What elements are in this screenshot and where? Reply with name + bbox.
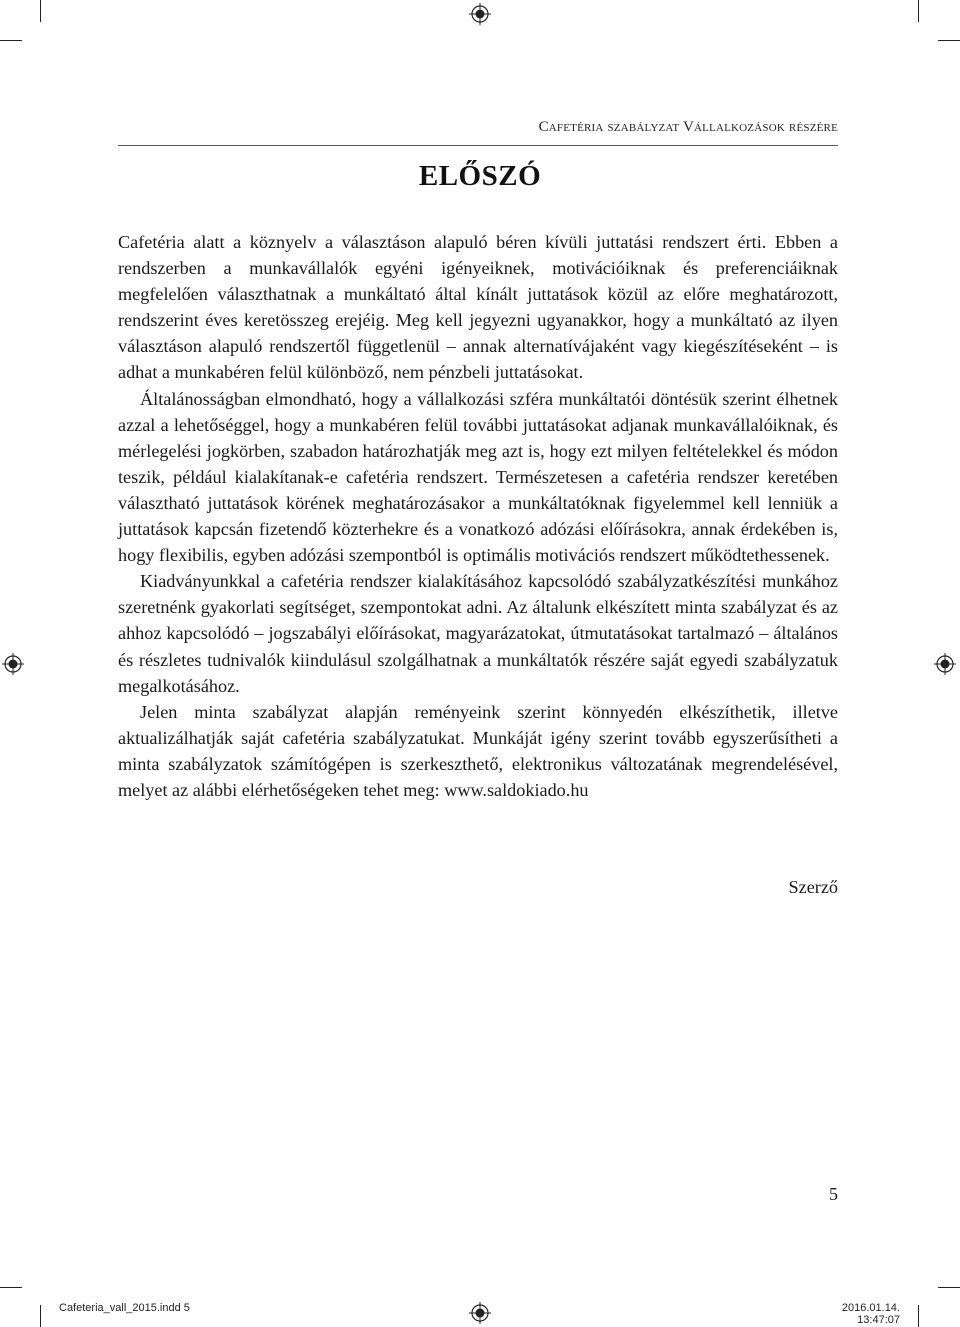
- paragraph: Kiadványunkkal a cafetéria rendszer kialakításához kapcsolódó szabályzatkészítési munkához szeretnénk gyakorlati segítséget, szempontokat adni. Az általunk elkészített minta szabályzat és az ahhoz kapcsolódó – jogszabályi előírásokat, magyarázatokat, útmutatásokat tartalmazó – általános és részletes tudnivalók kiindulásul szolgálhatnak a munkáltatók részére saját egyedi szabályzatuk megalkotásához.: [118, 571, 838, 696]
- paragraph: Jelen minta szabályzat alapján reményeink szerint könnyedén elkészíthetik, illetve aktualizálhatják saját cafetéria szabályzatukat. Munkáját igény szerint tovább egyszerűsítheti a minta szabályzatok számítógépen is szerkeszthető, elektronikus változatának megrendelésével, melyet az alábbi elérhetőségeken tehet meg: www.saldokiado.hu: [118, 701, 838, 800]
- registration-mark-top-icon: [469, 3, 491, 25]
- crop-mark-top-left-h: [0, 40, 22, 41]
- crop-mark-top-right-h: [938, 40, 960, 41]
- slug-timestamp: 2016.01.14. 13:47:07: [841, 1302, 900, 1326]
- crop-mark-bottom-right-h: [938, 1287, 960, 1288]
- registration-mark-right-icon: [934, 653, 956, 675]
- registration-mark-bottom-icon: [469, 1302, 491, 1324]
- page-number: 5: [829, 1184, 838, 1204]
- author-signature: Szerző: [788, 877, 838, 897]
- paragraph: Cafetéria alatt a köznyelv a választáson alapuló béren kívüli juttatási rendszert érti. Ebben a rendszerben a munkavállalók egyéni igényeiknek, motivációiknak és preferenciáiknak megfelelően választhatnak a munkáltató által kínált juttatások közül az előre meghatározott, rendszerint éves keretösszeg erejéig. Meg kell jegyezni ugyanakkor, hogy a munkáltató az ilyen választáson alapuló rendszertől függetlenül – annak alternatívájaként vagy kiegészítéseként – is adhat a munkabéren felül különböző, nem pénzbeli juttatásokat.: [118, 232, 838, 383]
- crop-mark-bottom-left: [40, 1305, 41, 1327]
- crop-mark-top-right: [918, 0, 919, 22]
- slug-filename: Cafeteria_vall_2015.indd 5: [59, 1302, 190, 1314]
- running-header: Cafetéria szabályzat Vállalkozások részére: [538, 119, 838, 135]
- paragraph: Általánosságban elmondható, hogy a vállalkozási szféra munkáltatói döntésük szerint élhetnek azzal a lehetőséggel, hogy a munkabéren felül további juttatásokat adjanak munkavállalóiknak, és mérlegelési jogkörben, szabadon határozhatják meg azt is, hogy ezt milyen feltételekkel és módon teszik, például kialakítanak-e cafetéria rendszert. Természetesen a cafetéria rendszer keretében választható juttatások körének meghatározásakor a munkáltatóknak figyelemmel kell lenniük a juttatások kapcsán fizetendő közterhekre és a vonatkozó adózási előírásokra, annak érdekében is, hogy flexibilis, egyben adózási szempontból is optimális motivációs rendszert működtethessenek.: [118, 388, 838, 566]
- body-text: [118, 229, 838, 803]
- crop-mark-bottom-right: [918, 1305, 919, 1327]
- registration-mark-left-icon: [2, 653, 24, 675]
- header-rule: [118, 145, 838, 146]
- page-title: ELŐSZÓ: [418, 160, 542, 192]
- crop-mark-bottom-left-h: [0, 1287, 22, 1288]
- crop-mark-top-left: [40, 0, 41, 22]
